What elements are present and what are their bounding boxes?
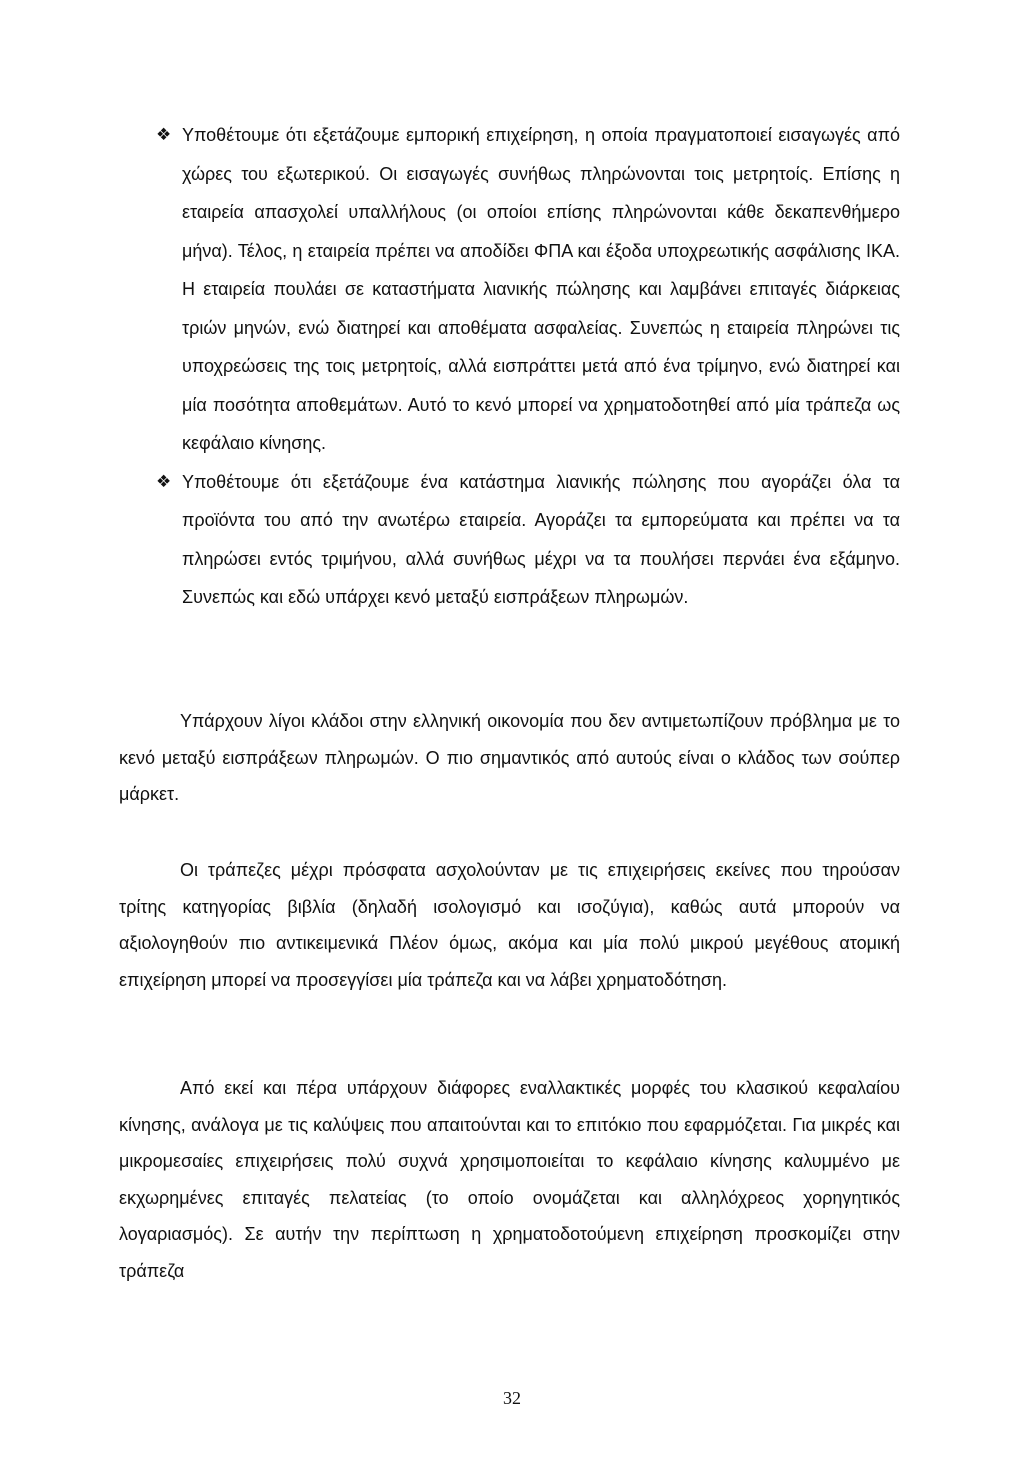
bullet-text: Υποθέτουμε ότι εξετάζουμε εμπορική επιχείρηση, η οποία πραγματοποιεί εισαγωγές από χώρες του εξωτερικού. Οι εισαγωγές συνήθως πληρώνονται τοις μετρητοίς. Επίσης η εταιρεία απασχολεί υπαλλήλους (οι οποίοι επίσης πληρώνονται κάθε δεκαπενθήμερο μήνα). Τέλος, η εταιρεία πρέπει να αποδίδει ΦΠΑ και έξοδα υποχρεωτικής ασφάλισης ΙΚΑ. Η εταιρεία πουλάει σε καταστήματα λιανικής πώλησης και λαμβάνει επιταγές διάρκειας τριών μηνών, ενώ διατηρεί και αποθέματα ασφαλείας. Συνεπώς η εταιρεία πληρώνει τις υποχρεώσεις της τοις μετρητοίς, αλλά εισπράττει μετά από ένα τρίμηνο, ενώ διατηρεί και μία ποσότητα αποθεμάτων. Αυτό το κενό μπορεί να χρηματοδοτηθεί από μία τράπεζα ως κεφάλαιο κίνησης. bbox=[182, 125, 900, 453]
body-paragraph: Υπάρχουν λίγοι κλάδοι στην ελληνική οικονομία που δεν αντιμετωπίζουν πρόβλημα με το κενό μεταξύ εισπράξεων πληρωμών. Ο πιο σημαντικός από αυτούς είναι ο κλάδος των σούπερ μάρκετ. bbox=[119, 711, 900, 804]
page-number: 32 bbox=[503, 1388, 521, 1408]
diamond-bullet-icon: ❖ bbox=[156, 471, 172, 492]
bullet-text: Υποθέτουμε ότι εξετάζουμε ένα κατάστημα λιανικής πώλησης που αγοράζει όλα τα προϊόντα του από την ανωτέρω εταιρεία. Αγοράζει τα εμπορεύματα και πρέπει να τα πληρώσει εντός τριμήνου, αλλά συνήθως μέχρι να τα πουλήσει περνάει ένα εξάμηνο. Συνεπώς και εδώ υπάρχει κενό μεταξύ εισπράξεων πληρωμών. bbox=[182, 471, 900, 607]
body-paragraph: Από εκεί και πέρα υπάρχουν διάφορες εναλλακτικές μορφές του κλασικού κεφαλαίου κίνησης, ανάλογα με τις καλύψεις που απαιτούνται και το επιτόκιο που εφαρμόζεται. Για μικρές και μικρομεσαίες επιχειρήσεις πολύ συχνά χρησιμοποιείται το κεφάλαιο κίνησης καλυμμένο με εκχωρημένες επιταγές πελατείας (το οποίο ονομάζεται και αλληλόχρεος χορηγητικός λογαριασμός). Σε αυτήν την περίπτωση η χρηματοδοτούμενη επιχείρηση προσκομίζει στην τράπεζα bbox=[119, 1078, 900, 1281]
body-paragraph: Οι τράπεζες μέχρι πρόσφατα ασχολούνταν με τις επιχειρήσεις εκείνες που τηρούσαν τρίτης κατηγορίας βιβλία (δηλαδή ισολογισμό και ισοζύγια), καθώς αυτά μπορούν να αξιολογηθούν πιο αντικειμενικά Πλέον όμως, ακόμα και μία πολύ μικρού μεγέθους ατομική επιχείρηση μπορεί να προσεγγίσει μία τράπεζα και να λάβει χρηματοδότηση. bbox=[119, 860, 900, 990]
bullet-item bbox=[156, 116, 900, 463]
bullet-item bbox=[156, 463, 900, 617]
diamond-bullet-icon: ❖ bbox=[156, 125, 172, 145]
bullet-list bbox=[156, 116, 900, 617]
